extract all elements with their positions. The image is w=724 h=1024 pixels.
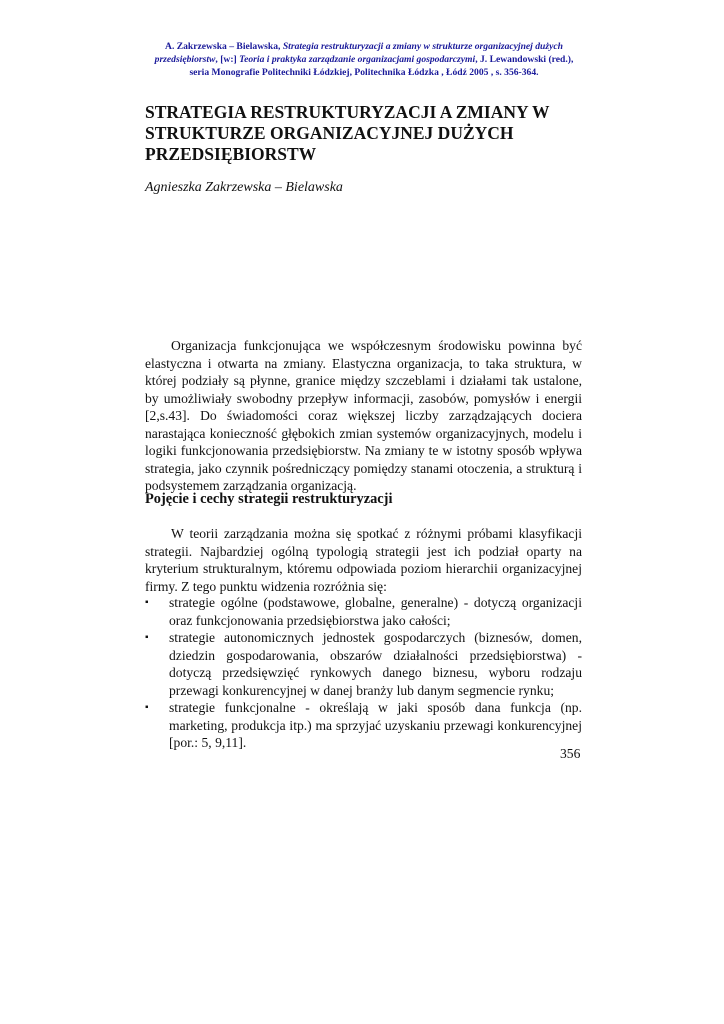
list-item xyxy=(145,594,582,629)
citation-header xyxy=(150,40,578,79)
citation-authors: A. Zakrzewska – Bielawska, xyxy=(165,41,281,52)
section-heading: Pojęcie i cechy strategii restrukturyzacji xyxy=(145,491,393,507)
citation-rest: , J. Lewandowski (red.), seria Monografie Politechniki Łódzkiej, Politechnika Łódzka , Łódź 2005 , s. 356-364. xyxy=(189,54,574,78)
bullet-icon: ▪ xyxy=(145,702,149,713)
citation-book: Teoria i praktyka zarządzanie organizacjami gospodarczymi xyxy=(239,54,476,65)
section-paragraph: W teorii zarządzania można się spotkać z różnymi próbami klasyfikacji strategii. Najbardziej ogólną typologią strategii jest ich podział oparty na kryterium strukturalnym, któremu odpowiada poziom hierarchii organizacyjnej firmy. Z tego punktu widzenia rozróżnia się: xyxy=(145,526,582,594)
list-item xyxy=(145,629,582,699)
list-item-text: strategie ogólne (podstawowe, globalne, generalne) - dotyczą organizacji oraz funkcjonowania przedsiębiorstwa jako całości; xyxy=(169,595,582,628)
citation-in-label: , [w:] xyxy=(215,54,237,65)
author-name: Agnieszka Zakrzewska – Bielawska xyxy=(145,180,343,195)
bullet-icon: ▪ xyxy=(145,597,149,608)
paper-title: STRATEGIA RESTRUKTURYZACJI A ZMIANY W STRUKTURZE ORGANIZACYJNEJ DUŻYCH PRZEDSIĘBIORSTW xyxy=(145,102,550,164)
citation-title: Strategia restrukturyzacji a zmiany w strukturze organizacyjnej dużych przedsiębiorstw xyxy=(154,41,563,65)
list-item-text: strategie autonomicznych jednostek gospodarczych (biznesów, domen, dziedzin gospodarowania, obszarów działalności przedsiębiorstwa) - dotyczą przedsięwzięć rynkowych danego biznesu, wyboru rodzaju przewagi konkurencyjnej w danej branży lub danym segmencie rynku; xyxy=(169,630,582,698)
list-item xyxy=(145,699,582,752)
list-item-text: strategie funkcjonalne - określają w jaki sposób dana funkcja (np. marketing, produkcja itp.) ma sprzyjać uzyskaniu przewagi konkurencyjnej [por.: 5, 9,11]. xyxy=(169,700,582,750)
intro-paragraph: Organizacja funkcjonująca we współczesnym środowisku powinna być elastyczna i otwarta na zmiany. Elastyczna organizacja, to taka struktura, w której podziały są płynne, granice między szczeblami i działami tak ustalone, by umożliwiały swobodny przepływ informacji, zasobów, pomysłów i energii [2,s.43]. Do świadomości coraz większej liczby zarządzających dociera narastająca konieczność głębokich zmian systemów organizacyjnych, modelu i logiki funkcjonowania przedsiębiorstw. Na zmiany te w istotny sposób wpływa strategia, jako czynnik pośredniczący pomiędzy stanami otoczenia, a strukturą i podsystemem zarządzania organizacją. xyxy=(145,338,582,493)
strategy-list xyxy=(145,594,582,752)
page-number: 356 xyxy=(560,746,581,761)
bullet-icon: ▪ xyxy=(145,632,149,643)
